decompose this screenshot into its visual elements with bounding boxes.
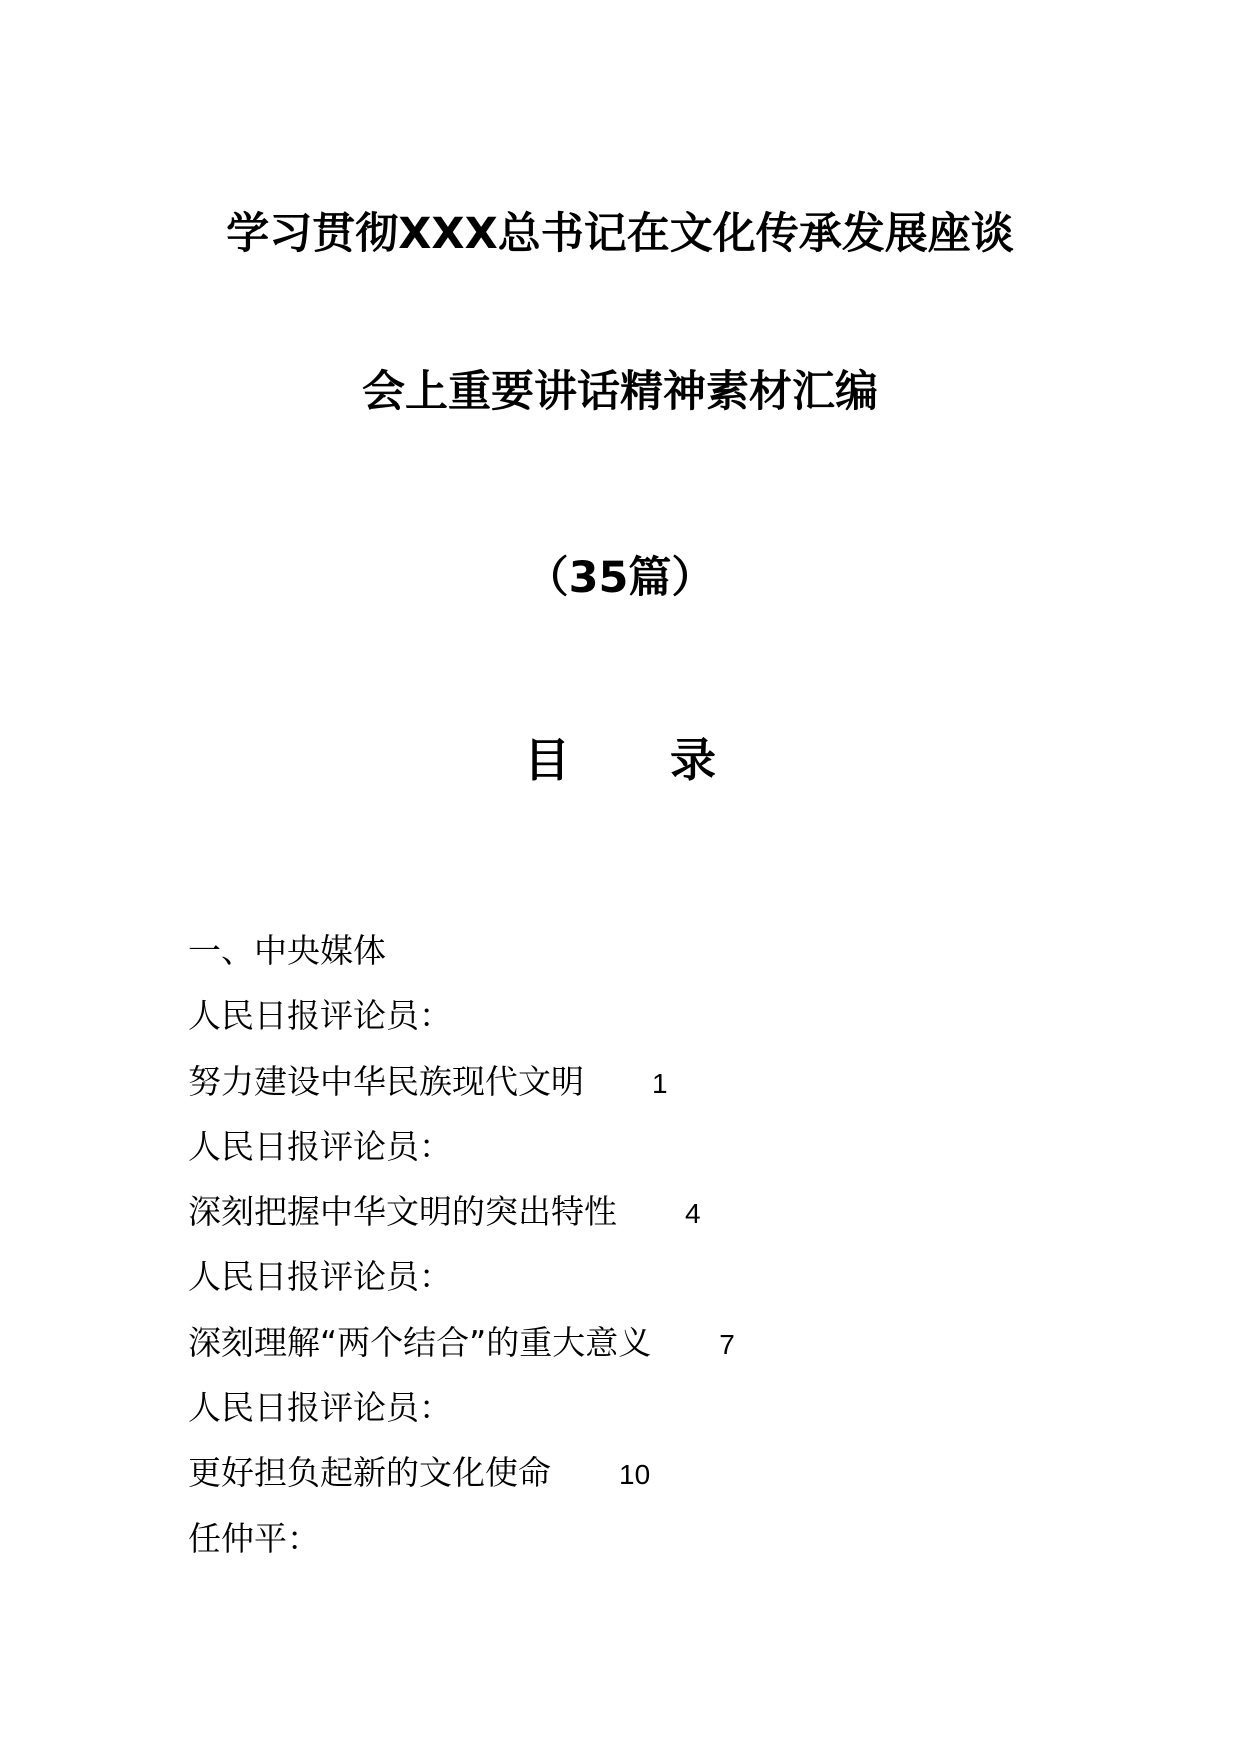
toc-page-number: 10 [619, 1459, 651, 1491]
toc-entry-text: 一、中央媒体 [188, 931, 386, 970]
toc-entry[interactable] [188, 1440, 1088, 1505]
article-count: （35篇） [525, 553, 715, 603]
table-of-contents [188, 918, 1088, 1571]
toc-heading [0, 730, 1240, 790]
toc-entry-text: 深刻理解“两个结合”的重大意义 [188, 1322, 652, 1362]
toc-entry[interactable] [188, 918, 1088, 983]
document-title-line-1: 学习贯彻XXX总书记在文化传承发展座谈 [226, 209, 1014, 259]
toc-entry[interactable] [188, 1049, 1088, 1114]
toc-entry-text: 深刻把握中华文明的突出特性 [188, 1192, 617, 1232]
toc-entry[interactable] [188, 1310, 1088, 1375]
toc-entry-text: 人民日报评论员： [188, 996, 452, 1036]
toc-entry-text: 人民日报评论员： [188, 1126, 452, 1166]
toc-page-number: 7 [719, 1328, 735, 1360]
toc-entry[interactable] [188, 1244, 1088, 1309]
toc-heading-right: 录 [670, 733, 716, 787]
toc-entry-text: 努力建设中华民族现代文明 [188, 1061, 584, 1101]
toc-entry-text: 人民日报评论员： [188, 1257, 452, 1297]
toc-page-number: 4 [685, 1198, 701, 1230]
toc-entry-text: 任仲平： [188, 1518, 320, 1558]
toc-entry[interactable] [188, 983, 1088, 1048]
toc-entry-text: 更好担负起新的文化使命 [188, 1453, 551, 1493]
toc-entry[interactable] [188, 1179, 1088, 1244]
toc-entry[interactable] [188, 1375, 1088, 1440]
toc-entry-text: 人民日报评论员： [188, 1388, 452, 1428]
document-title-line-2: 会上重要讲话精神素材汇编 [362, 367, 878, 417]
toc-entry[interactable] [188, 1114, 1088, 1179]
toc-entry[interactable] [188, 1506, 1088, 1571]
toc-heading-left: 目 [524, 733, 570, 787]
toc-page-number: 1 [652, 1067, 668, 1099]
